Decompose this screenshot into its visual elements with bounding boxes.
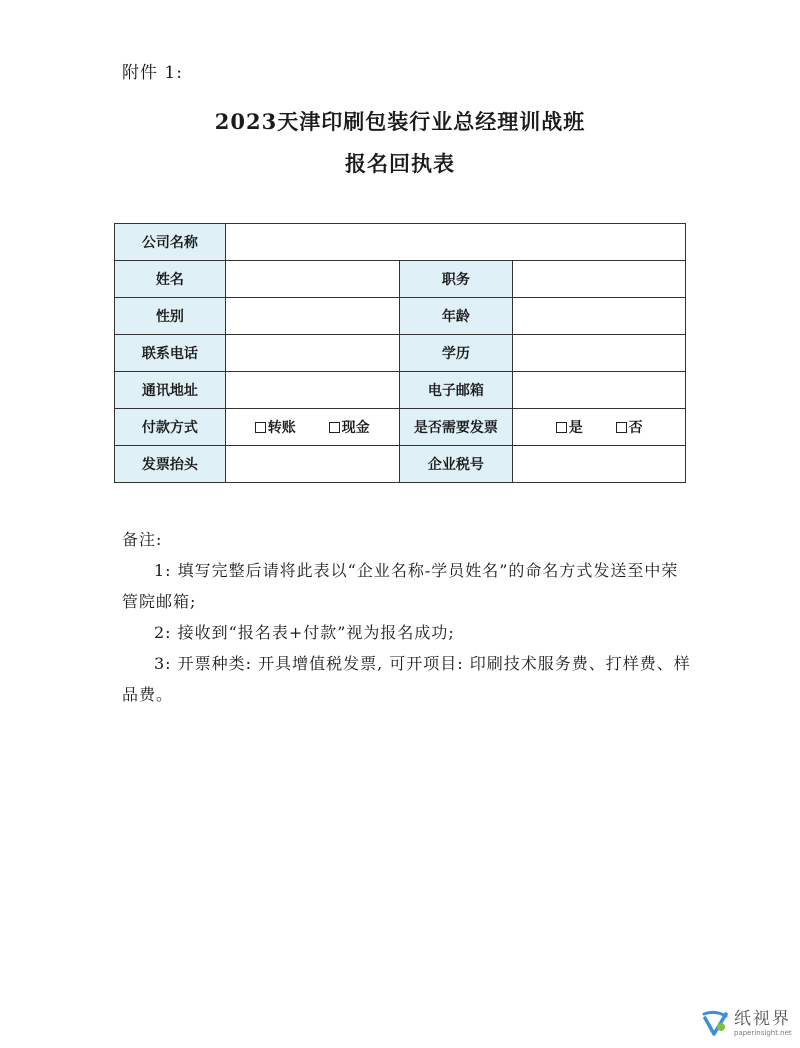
watermark-url: paperinsight.net	[734, 1028, 792, 1037]
form-row-name	[115, 261, 686, 298]
invoice-option-yes-label: 是	[568, 420, 583, 436]
payment-option-cash-label: 现金	[341, 420, 370, 436]
education-field[interactable]	[513, 335, 686, 372]
education-label: 学历	[399, 335, 513, 372]
company-name-field[interactable]	[225, 224, 685, 261]
registration-form-table	[114, 223, 686, 483]
invoice-option-no[interactable]	[616, 417, 643, 437]
form-row-address	[115, 372, 686, 409]
document-subtitle: 报名回执表	[345, 151, 455, 176]
attachment-label: 附件 1:	[122, 63, 183, 83]
watermark-logo-icon	[700, 1008, 730, 1038]
document-title: 2023天津印刷包装行业总经理训战班	[214, 109, 586, 134]
email-label: 电子邮箱	[399, 372, 513, 409]
form-row-invoice	[115, 446, 686, 483]
tax-id-field[interactable]	[513, 446, 686, 483]
invoice-needed-label: 是否需要发票	[399, 409, 513, 446]
gender-label: 性别	[115, 298, 226, 335]
note-item: 3: 开票种类: 开具增值税发票, 可开项目: 印刷技术服务费、打样费、样品费。	[122, 654, 691, 704]
checkbox-icon[interactable]	[255, 422, 266, 433]
phone-label: 联系电话	[115, 335, 226, 372]
position-field[interactable]	[513, 261, 686, 298]
age-field[interactable]	[513, 298, 686, 335]
watermark-text	[734, 1009, 792, 1038]
invoice-title-label: 发票抬头	[115, 446, 226, 483]
payment-option-cash[interactable]	[329, 417, 370, 437]
payment-method-label: 付款方式	[115, 409, 226, 446]
watermark	[700, 1008, 792, 1038]
notes-heading: 备注:	[122, 530, 163, 549]
form-row-payment	[115, 409, 686, 446]
checkbox-icon[interactable]	[329, 422, 340, 433]
gender-field[interactable]	[225, 298, 399, 335]
age-label: 年龄	[399, 298, 513, 335]
invoice-option-no-label: 否	[628, 420, 643, 436]
email-field[interactable]	[513, 372, 686, 409]
company-name-label: 公司名称	[115, 224, 226, 261]
notes-section	[122, 524, 692, 710]
address-label: 通讯地址	[115, 372, 226, 409]
checkbox-icon[interactable]	[616, 422, 627, 433]
payment-option-transfer[interactable]	[255, 417, 296, 437]
invoice-needed-options	[513, 409, 686, 446]
checkbox-icon[interactable]	[556, 422, 567, 433]
payment-method-options	[225, 409, 399, 446]
name-label: 姓名	[115, 261, 226, 298]
note-item: 2: 接收到“报名表+付款”视为报名成功;	[154, 623, 455, 642]
invoice-title-field[interactable]	[225, 446, 399, 483]
form-row-phone	[115, 335, 686, 372]
form-row-gender	[115, 298, 686, 335]
position-label: 职务	[399, 261, 513, 298]
address-field[interactable]	[225, 372, 399, 409]
note-item: 1: 填写完整后请将此表以“企业名称-学员姓名”的命名方式发送至中荣管院邮箱;	[122, 561, 679, 611]
watermark-name: 纸视界	[734, 1008, 791, 1029]
invoice-option-yes[interactable]	[556, 417, 583, 437]
tax-id-label: 企业税号	[399, 446, 513, 483]
name-field[interactable]	[225, 261, 399, 298]
phone-field[interactable]	[225, 335, 399, 372]
payment-option-transfer-label: 转账	[267, 420, 296, 436]
form-row-company	[115, 224, 686, 261]
